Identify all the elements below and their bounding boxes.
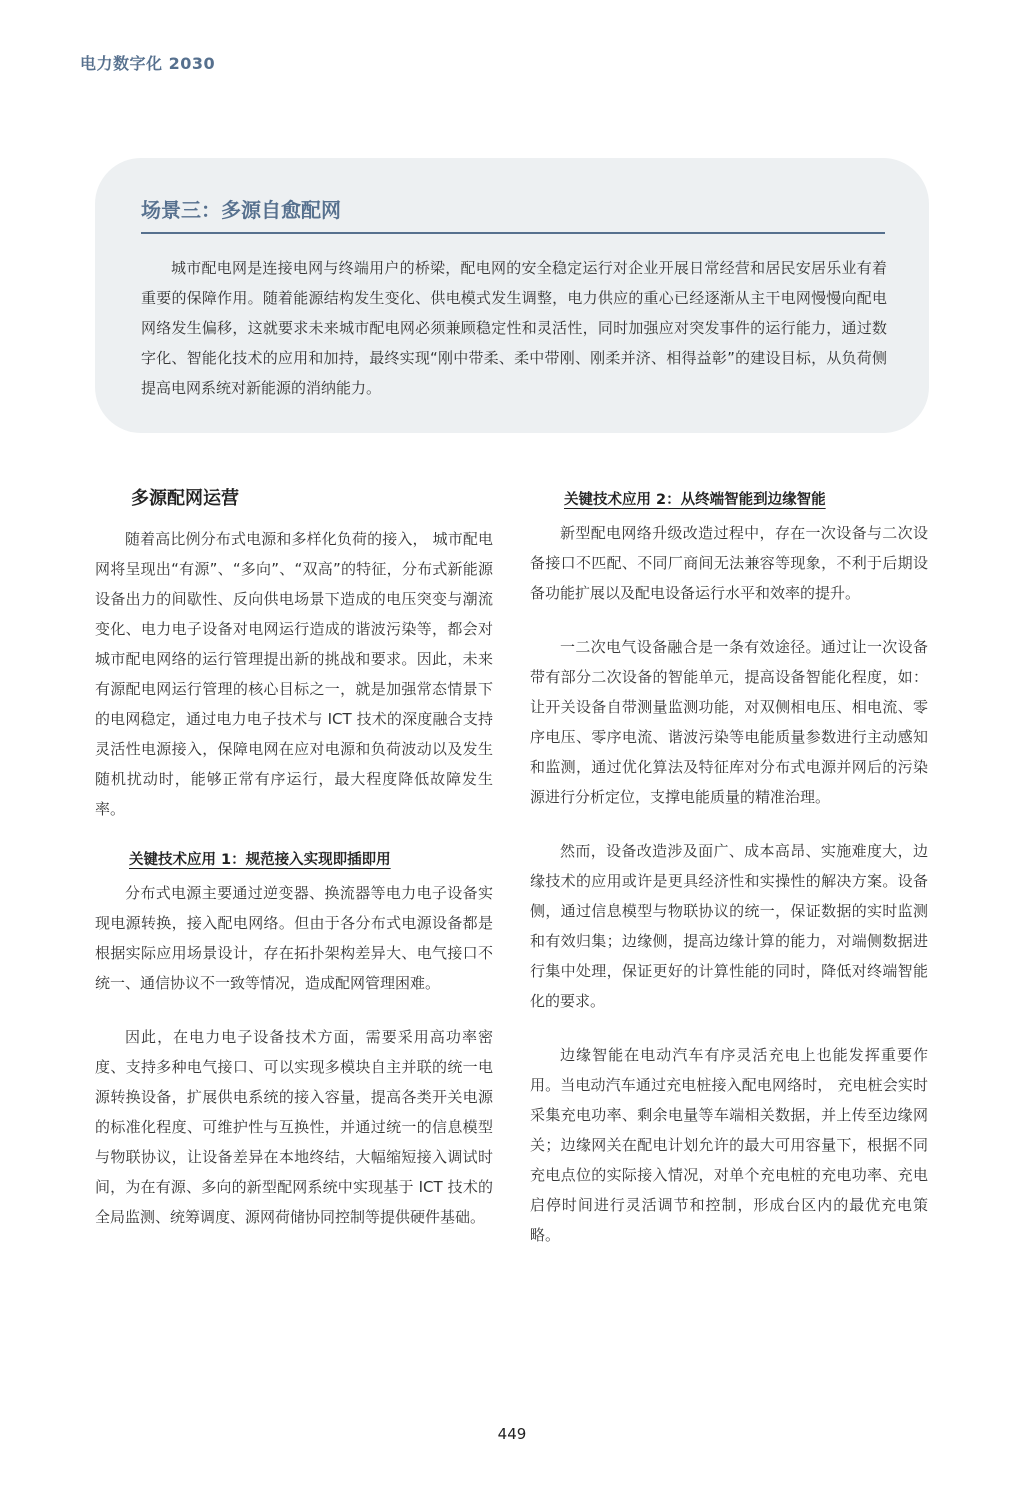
section-heading: 多源配网运营: [131, 488, 239, 509]
paragraph: 随着高比例分布式电源和多样化负荷的接入， 城市配电网将呈现出“有源”、“多向”、“双高”的特征，分布式新能源设备出力的间歇性、反向供电场景下造成的电压突变与潮流变化、电力电子设备对电网运行造成的谐波污染等，都会对城市配电网络的运行管理提出新的挑战和要求。因此，未来有源配电网运行管理的核心目标之一，就是加强常态情景下的电网稳定，通过电力电子技术与 ICT 技术的深度融合支持灵活性电源接入，保障电网在应对电源和负荷波动以及发生随机扰动时，能够正常有序运行，最大程度降低故障发生率。: [95, 530, 493, 818]
paragraph: 因此，在电力电子设备技术方面，需要采用高功率密度、支持多种电气接口、可以实现多模块自主并联的统一电源转换设备，扩展供电系统的接入容量，提高各类开关电源的标准化程度、可维护性与互换性，并通过统一的信息模型与物联协议，让设备差异在本地终结，大幅缩短接入调试时间，为在有源、多向的新型配网系统中实现基于 ICT 技术的全局监测、统筹调度、源网荷储协同控制等提供硬件基础。: [95, 1028, 493, 1226]
paragraph: 新型配电网络升级改造过程中，存在一次设备与二次设备接口不匹配、不同厂商间无法兼容等现象，不利于后期设备功能扩展以及配电设备运行水平和效率的提升。: [530, 524, 928, 602]
left-column: [95, 484, 493, 1232]
scene-title: 场景三：多源自愈配网: [141, 194, 885, 234]
paragraph: 边缘智能在电动汽车有序灵活充电上也能发挥重要作用。当电动汽车通过充电桩接入配电网络时， 充电桩会实时采集充电功率、剩余电量等车端相关数据，并上传至边缘网关；边缘网关在配电计划允许的最大可用容量下，根据不同充电点位的实际接入情况，对单个充电桩的充电功率、充电启停时间进行灵活调节和控制，形成台区内的最优充电策略。: [530, 1046, 928, 1244]
paragraph: 一二次电气设备融合是一条有效途径。通过让一次设备带有部分二次设备的智能单元，提高设备智能化程度，如：让开关设备自带测量监测功能，对双侧相电压、相电流、零序电压、零序电流、谐波污染等电能质量参数进行主动感知和监测，通过优化算法及特征库对分布式电源并网后的污染源进行分析定位，支撑电能质量的精准治理。: [530, 638, 928, 806]
right-column: [530, 484, 928, 1250]
subsection-heading: 关键技术应用 2：从终端智能到边缘智能: [564, 492, 826, 508]
paragraph: 然而，设备改造涉及面广、成本高昂、实施难度大，边缘技术的应用或许是更具经济性和实操性的解决方案。设备侧，通过信息模型与物联协议的统一，保证数据的实时监测和有效归集；边缘侧，提高边缘计算的能力，对端侧数据进行集中处理，保证更好的计算性能的同时，降低对终端智能化的要求。: [530, 842, 928, 1010]
subsection-heading: 关键技术应用 1：规范接入实现即插即用: [129, 852, 391, 868]
paragraph: 分布式电源主要通过逆变器、换流器等电力电子设备实现电源转换，接入配电网络。但由于各分布式电源设备都是根据实际应用场景设计，存在拓扑架构差异大、电气接口不统一、通信协议不一致等情况，造成配网管理困难。: [95, 884, 493, 992]
page-number: 449: [497, 1425, 527, 1443]
scene-intro-paragraph: 城市配电网是连接电网与终端用户的桥梁，配电网的安全稳定运行对企业开展日常经营和居民安居乐业有着重要的保障作用。随着能源结构发生变化、供电模式发生调整，电力供应的重心已经逐渐从主干电网慢慢向配电网络发生偏移，这就要求未来城市配电网必须兼顾稳定性和灵活性，同时加强应对突发事件的运行能力，通过数字化、智能化技术的应用和加持，最终实现“刚中带柔、柔中带刚、刚柔并济、相得益彰”的建设目标，从负荷侧提高电网系统对新能源的消纳能力。: [141, 259, 887, 397]
running-header-title: 电力数字化 2030: [80, 54, 216, 73]
